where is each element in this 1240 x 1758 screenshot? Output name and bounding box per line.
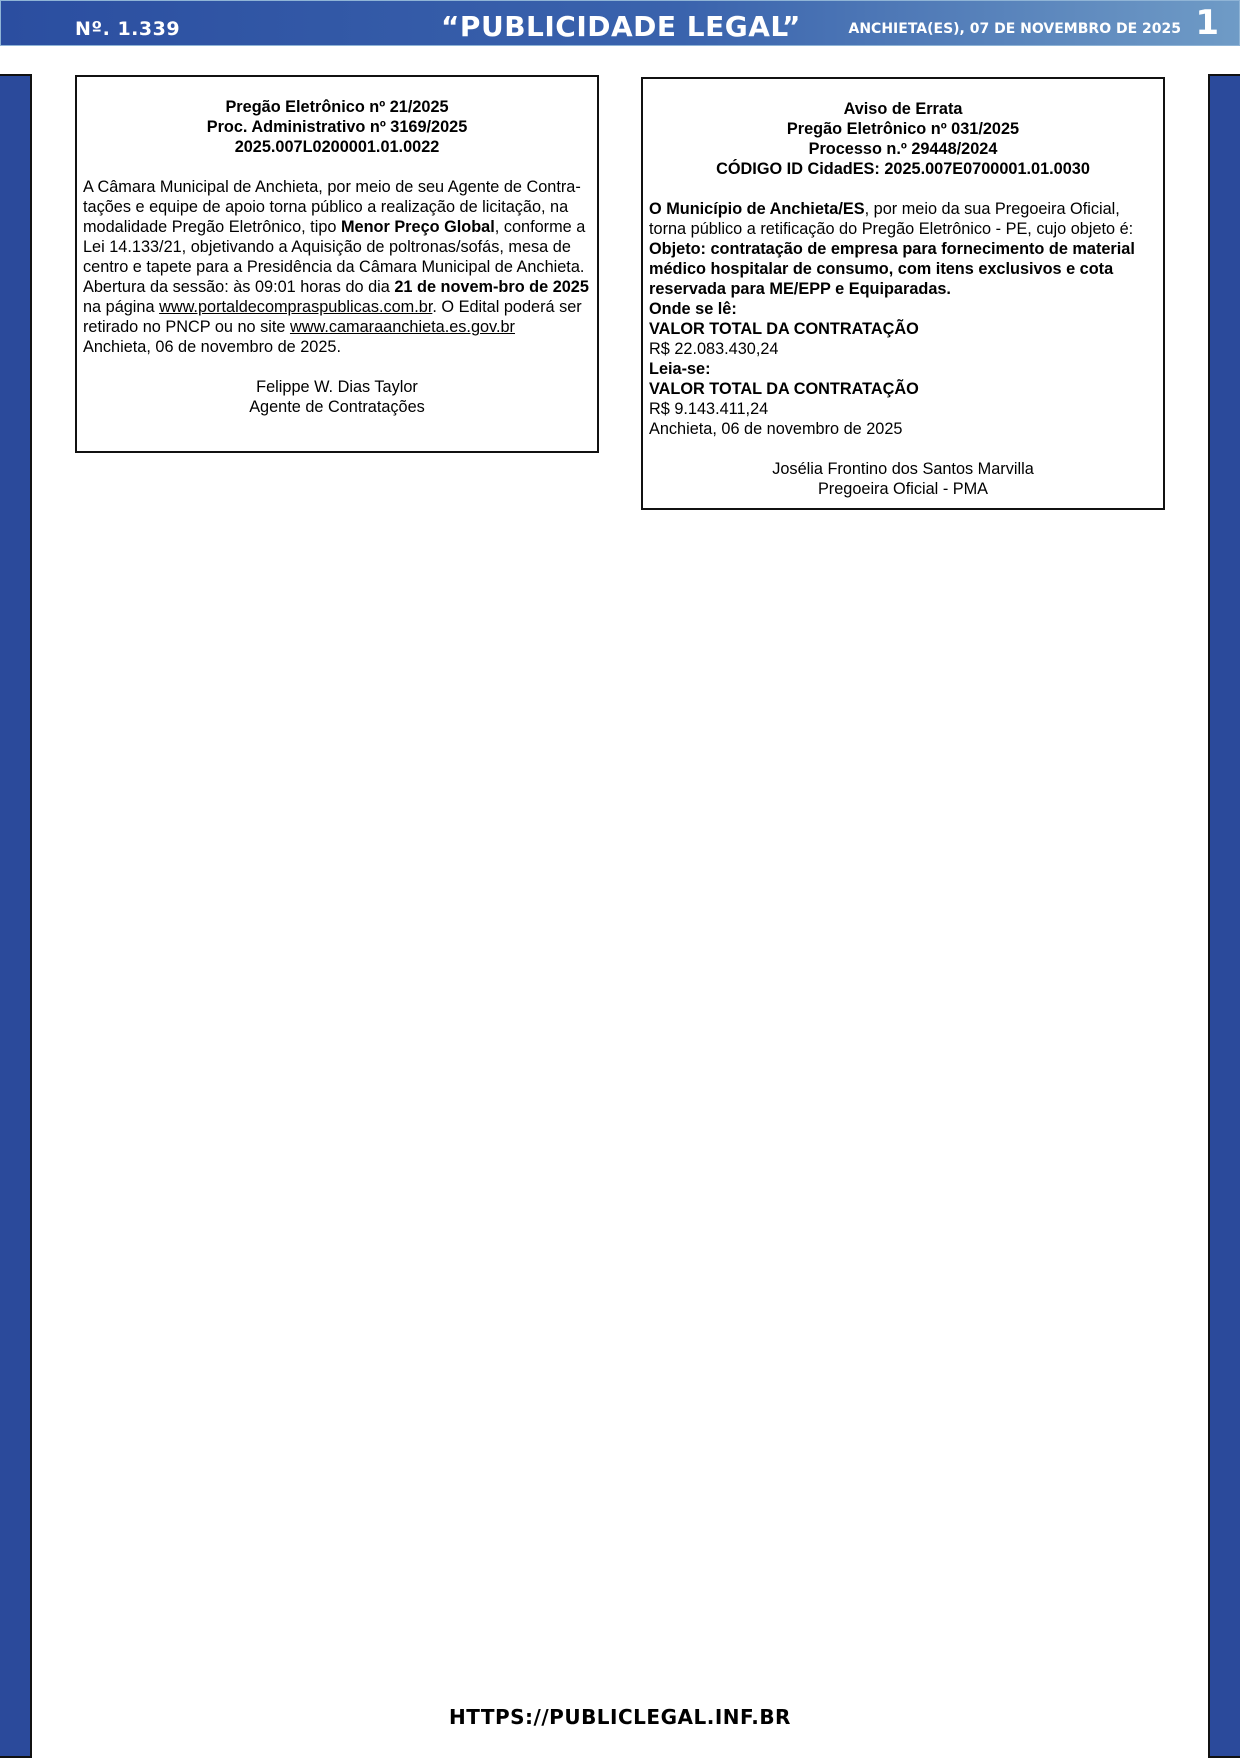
notice2-intro: O Município de Anchieta/ES, por meio da sua Pregoeira Oficial, torna público a retificação do Pregão Eletrônico - PE, cujo objeto é: <box>649 200 1134 238</box>
notice2-role: Pregoeira Oficial - PMA <box>817 480 989 498</box>
notice2-objeto: Objeto: contratação de empresa para fornecimento de material médico hospitalar de consumo, com itens exclusivos e cota reservada para ME/EPP e Equiparadas. <box>649 240 1135 298</box>
notice-errata-pe-031-2025 <box>641 77 1165 510</box>
notice2-title-4: CÓDIGO ID CidadES: 2025.007E0700001.01.0030 <box>716 160 1090 178</box>
issue-number: Nº. 1.339 <box>75 18 181 40</box>
publication-date: ANCHIETA(ES), 07 DE NOVEMBRO DE 2025 <box>848 21 1181 37</box>
leia-se-label: Leia-se: <box>649 360 711 378</box>
notice2-signer: Josélia Frontino dos Santos Marvilla <box>772 460 1034 478</box>
notice1-title-2: Proc. Administrativo nº 3169/2025 <box>206 118 468 136</box>
notice1-title-1: Pregão Eletrônico nº 21/2025 <box>225 98 449 116</box>
notice1-body: A Câmara Municipal de Anchieta, por meio de seu Agente de Contra-tações e equipe de apoio torna público a realização de licitação, na modalidade Pregão Eletrônico, tipo Menor Preço Global, conforme a Lei 14.133/21, objetivando a Aquisição de poltronas/sofás, mesa de centro e tapete para a Presidência da Câmara Municipal de Anchieta. Abertura da sessão: às 09:01 horas do dia 21 de novem-bro de 2025 na página www.portaldecompraspublicas.com.br. O Edital poderá ser retirado no PNCP ou no site www.camaraanchieta.es.gov.br <box>83 178 589 336</box>
publication-title: “PUBLICIDADE LEGAL” <box>441 10 801 43</box>
notice-pregao-21-2025 <box>75 75 599 453</box>
notice1-bold-type: Menor Preço Global <box>340 218 495 236</box>
valor-label-corrigido: VALOR TOTAL DA CONTRATAÇÃO <box>649 380 919 398</box>
valor-corrigido: R$ 9.143.411,24 <box>649 400 769 418</box>
notice1-date: Anchieta, 06 de novembro de 2025. <box>83 338 341 356</box>
right-sidebar-bar <box>1208 74 1240 1758</box>
page-number: 1 <box>1195 3 1219 43</box>
notice1-title-3: 2025.007L0200001.01.0022 <box>234 138 440 156</box>
notice1-signer: Felippe W. Dias Taylor <box>256 378 418 396</box>
notice2-title-3: Processo n.º 29448/2024 <box>808 140 998 158</box>
notice2-title-1: Aviso de Errata <box>843 100 963 118</box>
valor-original: R$ 22.083.430,24 <box>649 340 779 358</box>
onde-se-le-label: Onde se lê: <box>649 300 737 318</box>
notice1-bold-date: 21 de novem-bro de 2025 <box>394 278 589 296</box>
page-header <box>0 0 1240 46</box>
notice2-date: Anchieta, 06 de novembro de 2025 <box>649 420 903 438</box>
camara-link[interactable]: www.camaraanchieta.es.gov.br <box>289 318 515 336</box>
left-sidebar-bar <box>0 74 32 1758</box>
notice2-title-2: Pregão Eletrônico nº 031/2025 <box>786 120 1020 138</box>
valor-label-original: VALOR TOTAL DA CONTRATAÇÃO <box>649 320 919 338</box>
portal-link[interactable]: www.portaldecompraspublicas.com.br <box>159 298 433 316</box>
footer-url[interactable]: HTTPS://PUBLICLEGAL.INF.BR <box>449 1705 791 1729</box>
notice1-role: Agente de Contratações <box>249 398 425 416</box>
